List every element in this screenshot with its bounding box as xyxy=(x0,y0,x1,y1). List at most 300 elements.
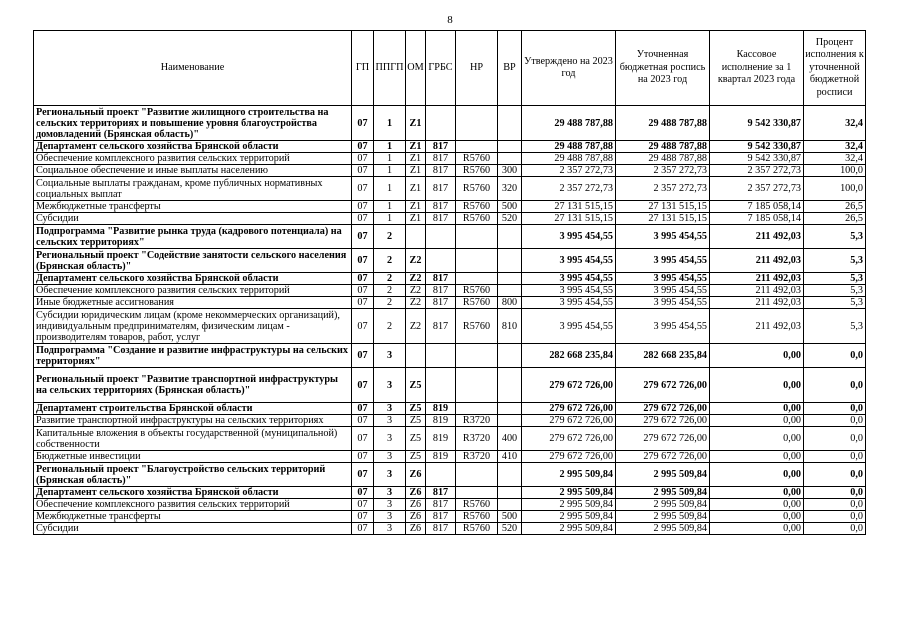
row-refined: 3 995 454,55 xyxy=(616,273,710,285)
row-name: Обеспечение комплексного развития сельских территорий xyxy=(34,285,352,297)
row-approved: 2 995 509,84 xyxy=(522,523,616,535)
row-percent: 100,0 xyxy=(804,177,866,201)
row-ppgp: 1 xyxy=(374,141,406,153)
row-name: Межбюджетные трансферты xyxy=(34,511,352,523)
row-grbs xyxy=(426,106,456,141)
row-percent: 26,5 xyxy=(804,213,866,225)
row-name: Социальные выплаты гражданам, кроме публичных нормативных социальных выплат xyxy=(34,177,352,201)
row-approved: 2 995 509,84 xyxy=(522,463,616,487)
row-gp: 07 xyxy=(352,499,374,511)
row-percent: 5,3 xyxy=(804,249,866,273)
row-om: Z1 xyxy=(406,177,426,201)
table-row xyxy=(34,523,866,535)
table-row xyxy=(34,451,866,463)
row-approved: 279 672 726,00 xyxy=(522,403,616,415)
row-gp: 07 xyxy=(352,511,374,523)
row-gp: 07 xyxy=(352,106,374,141)
row-grbs xyxy=(426,368,456,403)
row-gp: 07 xyxy=(352,487,374,499)
row-gp: 07 xyxy=(352,213,374,225)
row-gp: 07 xyxy=(352,249,374,273)
row-om: Z1 xyxy=(406,141,426,153)
row-ppgp: 2 xyxy=(374,273,406,285)
row-grbs xyxy=(426,225,456,249)
table-row xyxy=(34,415,866,427)
row-cash: 9 542 330,87 xyxy=(710,141,804,153)
row-gp: 07 xyxy=(352,415,374,427)
header-vr: ВР xyxy=(498,31,522,106)
row-cash: 9 542 330,87 xyxy=(710,106,804,141)
table-row xyxy=(34,487,866,499)
row-grbs: 817 xyxy=(426,165,456,177)
row-gp: 07 xyxy=(352,297,374,309)
row-nr: R5760 xyxy=(456,201,498,213)
row-ppgp: 3 xyxy=(374,403,406,415)
row-name: Департамент сельского хозяйства Брянской области xyxy=(34,273,352,285)
table-row xyxy=(34,403,866,415)
row-ppgp: 2 xyxy=(374,249,406,273)
row-percent: 5,3 xyxy=(804,273,866,285)
row-ppgp: 3 xyxy=(374,463,406,487)
row-refined: 2 995 509,84 xyxy=(616,523,710,535)
row-approved: 29 488 787,88 xyxy=(522,141,616,153)
row-approved: 2 357 272,73 xyxy=(522,177,616,201)
row-percent: 100,0 xyxy=(804,165,866,177)
row-om: Z1 xyxy=(406,213,426,225)
page-number: 8 xyxy=(447,14,453,26)
row-refined: 27 131 515,15 xyxy=(616,213,710,225)
row-grbs: 817 xyxy=(426,309,456,344)
table-row xyxy=(34,225,866,249)
row-gp: 07 xyxy=(352,368,374,403)
row-om: Z6 xyxy=(406,499,426,511)
row-grbs: 817 xyxy=(426,511,456,523)
row-cash: 211 492,03 xyxy=(710,297,804,309)
row-percent: 0,0 xyxy=(804,403,866,415)
row-cash: 0,00 xyxy=(710,344,804,368)
row-percent: 0,0 xyxy=(804,511,866,523)
row-grbs: 817 xyxy=(426,273,456,285)
table-row xyxy=(34,273,866,285)
row-cash: 211 492,03 xyxy=(710,285,804,297)
header-nr: НР xyxy=(456,31,498,106)
row-om: Z5 xyxy=(406,451,426,463)
row-refined: 282 668 235,84 xyxy=(616,344,710,368)
row-percent: 5,3 xyxy=(804,309,866,344)
row-ppgp: 1 xyxy=(374,106,406,141)
row-cash: 0,00 xyxy=(710,463,804,487)
row-name: Бюджетные инвестиции xyxy=(34,451,352,463)
row-vr: 410 xyxy=(498,451,522,463)
row-cash: 0,00 xyxy=(710,415,804,427)
row-vr xyxy=(498,141,522,153)
row-vr xyxy=(498,273,522,285)
row-vr: 520 xyxy=(498,213,522,225)
row-vr xyxy=(498,153,522,165)
row-gp: 07 xyxy=(352,427,374,451)
row-percent: 5,3 xyxy=(804,225,866,249)
row-vr: 320 xyxy=(498,177,522,201)
row-cash: 7 185 058,14 xyxy=(710,201,804,213)
table-row xyxy=(34,141,866,153)
row-refined: 29 488 787,88 xyxy=(616,153,710,165)
row-percent: 0,0 xyxy=(804,499,866,511)
row-percent: 0,0 xyxy=(804,523,866,535)
table-row xyxy=(34,368,866,403)
row-cash: 0,00 xyxy=(710,523,804,535)
row-name: Субсидии юридическим лицам (кроме некоммерческих организаций), индивидуальным предпринимателям, физическим лицам - производителям товаров, работ, услуг xyxy=(34,309,352,344)
row-nr xyxy=(456,141,498,153)
row-name: Региональный проект "Развитие транспортной инфраструктуры на сельских территориях (Брянская область)" xyxy=(34,368,352,403)
table-row xyxy=(34,153,866,165)
row-ppgp: 3 xyxy=(374,487,406,499)
row-gp: 07 xyxy=(352,225,374,249)
table-row xyxy=(34,201,866,213)
row-om: Z2 xyxy=(406,285,426,297)
row-om: Z2 xyxy=(406,309,426,344)
row-name: Капитальные вложения в объекты государственной (муниципальной) собственности xyxy=(34,427,352,451)
row-nr: R3720 xyxy=(456,415,498,427)
table-row xyxy=(34,213,866,225)
row-vr xyxy=(498,463,522,487)
row-om: Z1 xyxy=(406,106,426,141)
row-refined: 29 488 787,88 xyxy=(616,141,710,153)
row-cash: 0,00 xyxy=(710,499,804,511)
row-percent: 5,3 xyxy=(804,297,866,309)
row-percent: 32,4 xyxy=(804,106,866,141)
row-om: Z5 xyxy=(406,403,426,415)
row-refined: 279 672 726,00 xyxy=(616,451,710,463)
row-vr: 520 xyxy=(498,523,522,535)
table-row xyxy=(34,285,866,297)
row-approved: 27 131 515,15 xyxy=(522,201,616,213)
row-approved: 3 995 454,55 xyxy=(522,297,616,309)
table-row xyxy=(34,463,866,487)
row-om: Z6 xyxy=(406,487,426,499)
row-cash: 211 492,03 xyxy=(710,309,804,344)
table-row xyxy=(34,165,866,177)
header-refined: Уточненная бюджетная роспись на 2023 год xyxy=(616,31,710,106)
row-grbs: 817 xyxy=(426,285,456,297)
row-grbs: 817 xyxy=(426,177,456,201)
row-percent: 32,4 xyxy=(804,153,866,165)
row-ppgp: 1 xyxy=(374,165,406,177)
row-vr xyxy=(498,285,522,297)
row-nr: R3720 xyxy=(456,427,498,451)
row-vr: 300 xyxy=(498,165,522,177)
row-grbs xyxy=(426,249,456,273)
row-nr xyxy=(456,344,498,368)
row-om: Z5 xyxy=(406,427,426,451)
row-cash: 0,00 xyxy=(710,511,804,523)
row-refined: 3 995 454,55 xyxy=(616,249,710,273)
row-cash: 0,00 xyxy=(710,368,804,403)
row-nr xyxy=(456,403,498,415)
table-row xyxy=(34,309,866,344)
row-name: Развитие транспортной инфраструктуры на сельских территориях xyxy=(34,415,352,427)
row-approved: 29 488 787,88 xyxy=(522,106,616,141)
row-name: Обеспечение комплексного развития сельских территорий xyxy=(34,153,352,165)
row-om: Z2 xyxy=(406,297,426,309)
header-name: Наименование xyxy=(34,31,352,106)
row-ppgp: 1 xyxy=(374,201,406,213)
table-row xyxy=(34,106,866,141)
row-cash: 0,00 xyxy=(710,451,804,463)
row-vr: 400 xyxy=(498,427,522,451)
row-name: Региональный проект "Содействие занятости сельского населения (Брянская область)" xyxy=(34,249,352,273)
row-nr xyxy=(456,487,498,499)
row-approved: 2 357 272,73 xyxy=(522,165,616,177)
row-om: Z1 xyxy=(406,165,426,177)
row-ppgp: 3 xyxy=(374,368,406,403)
row-approved: 279 672 726,00 xyxy=(522,451,616,463)
row-nr: R5760 xyxy=(456,285,498,297)
row-vr: 500 xyxy=(498,511,522,523)
row-refined: 279 672 726,00 xyxy=(616,427,710,451)
row-cash: 0,00 xyxy=(710,403,804,415)
row-name: Департамент строительства Брянской области xyxy=(34,403,352,415)
row-gp: 07 xyxy=(352,463,374,487)
row-refined: 3 995 454,55 xyxy=(616,225,710,249)
row-name: Социальное обеспечение и иные выплаты населению xyxy=(34,165,352,177)
row-ppgp: 1 xyxy=(374,213,406,225)
table-row xyxy=(34,499,866,511)
row-gp: 07 xyxy=(352,523,374,535)
row-om: Z6 xyxy=(406,523,426,535)
row-refined: 279 672 726,00 xyxy=(616,403,710,415)
row-vr xyxy=(498,403,522,415)
row-name: Субсидии xyxy=(34,523,352,535)
row-vr xyxy=(498,249,522,273)
row-percent: 0,0 xyxy=(804,451,866,463)
row-cash: 2 357 272,73 xyxy=(710,177,804,201)
row-grbs: 817 xyxy=(426,153,456,165)
row-approved: 282 668 235,84 xyxy=(522,344,616,368)
table-header-row xyxy=(34,31,866,106)
row-nr: R5760 xyxy=(456,511,498,523)
row-grbs xyxy=(426,463,456,487)
row-cash: 0,00 xyxy=(710,487,804,499)
row-percent: 0,0 xyxy=(804,487,866,499)
row-nr: R5760 xyxy=(456,499,498,511)
row-ppgp: 2 xyxy=(374,297,406,309)
row-percent: 5,3 xyxy=(804,285,866,297)
table-row xyxy=(34,297,866,309)
row-percent: 32,4 xyxy=(804,141,866,153)
row-percent: 0,0 xyxy=(804,368,866,403)
row-nr xyxy=(456,106,498,141)
row-vr xyxy=(498,106,522,141)
row-vr xyxy=(498,368,522,403)
row-cash: 211 492,03 xyxy=(710,225,804,249)
row-percent: 0,0 xyxy=(804,427,866,451)
row-name: Подпрограмма "Создание и развитие инфраструктуры на сельских территориях" xyxy=(34,344,352,368)
row-gp: 07 xyxy=(352,403,374,415)
row-cash: 2 357 272,73 xyxy=(710,165,804,177)
row-vr xyxy=(498,415,522,427)
row-om xyxy=(406,344,426,368)
row-approved: 279 672 726,00 xyxy=(522,427,616,451)
row-grbs xyxy=(426,344,456,368)
row-ppgp: 2 xyxy=(374,285,406,297)
row-vr xyxy=(498,499,522,511)
row-vr: 800 xyxy=(498,297,522,309)
row-om: Z6 xyxy=(406,463,426,487)
row-gp: 07 xyxy=(352,273,374,285)
row-gp: 07 xyxy=(352,141,374,153)
row-vr: 810 xyxy=(498,309,522,344)
row-grbs: 819 xyxy=(426,403,456,415)
row-om: Z2 xyxy=(406,273,426,285)
row-refined: 29 488 787,88 xyxy=(616,106,710,141)
row-name: Региональный проект "Развитие жилищного строительства на сельских территориях и повышение уровня благоустройства домовладений (Брянская область)" xyxy=(34,106,352,141)
row-approved: 29 488 787,88 xyxy=(522,153,616,165)
row-name: Обеспечение комплексного развития сельских территорий xyxy=(34,499,352,511)
budget-execution-table xyxy=(33,30,866,535)
table-body xyxy=(34,106,866,535)
row-gp: 07 xyxy=(352,153,374,165)
header-cash: Кассовое исполнение за 1 квартал 2023 года xyxy=(710,31,804,106)
row-grbs: 817 xyxy=(426,213,456,225)
row-grbs: 817 xyxy=(426,141,456,153)
row-name: Субсидии xyxy=(34,213,352,225)
header-gp: ГП xyxy=(352,31,374,106)
row-nr: R5760 xyxy=(456,177,498,201)
header-om: ОМ xyxy=(406,31,426,106)
row-cash: 211 492,03 xyxy=(710,249,804,273)
row-vr: 500 xyxy=(498,201,522,213)
row-vr xyxy=(498,344,522,368)
table-row xyxy=(34,344,866,368)
row-name: Межбюджетные трансферты xyxy=(34,201,352,213)
header-approved: Утверждено на 2023 год xyxy=(522,31,616,106)
row-om: Z5 xyxy=(406,368,426,403)
table-row xyxy=(34,249,866,273)
row-nr: R5760 xyxy=(456,523,498,535)
row-gp: 07 xyxy=(352,451,374,463)
row-ppgp: 3 xyxy=(374,499,406,511)
row-nr xyxy=(456,273,498,285)
row-grbs: 819 xyxy=(426,427,456,451)
row-refined: 27 131 515,15 xyxy=(616,201,710,213)
row-om: Z6 xyxy=(406,511,426,523)
row-approved: 2 995 509,84 xyxy=(522,499,616,511)
row-om: Z1 xyxy=(406,201,426,213)
row-grbs: 819 xyxy=(426,415,456,427)
row-percent: 0,0 xyxy=(804,415,866,427)
row-approved: 27 131 515,15 xyxy=(522,213,616,225)
row-refined: 3 995 454,55 xyxy=(616,297,710,309)
header-ppgp: ППГП xyxy=(374,31,406,106)
row-gp: 07 xyxy=(352,285,374,297)
row-cash: 7 185 058,14 xyxy=(710,213,804,225)
row-refined: 2 357 272,73 xyxy=(616,165,710,177)
row-ppgp: 1 xyxy=(374,177,406,201)
row-grbs: 817 xyxy=(426,499,456,511)
row-nr xyxy=(456,225,498,249)
row-om xyxy=(406,225,426,249)
row-approved: 279 672 726,00 xyxy=(522,415,616,427)
row-grbs: 817 xyxy=(426,487,456,499)
row-approved: 2 995 509,84 xyxy=(522,487,616,499)
row-ppgp: 3 xyxy=(374,511,406,523)
row-nr xyxy=(456,463,498,487)
row-nr xyxy=(456,249,498,273)
row-name: Департамент сельского хозяйства Брянской области xyxy=(34,487,352,499)
row-vr xyxy=(498,487,522,499)
row-refined: 2 995 509,84 xyxy=(616,487,710,499)
row-nr: R3720 xyxy=(456,451,498,463)
row-name: Иные бюджетные ассигнования xyxy=(34,297,352,309)
row-ppgp: 1 xyxy=(374,153,406,165)
row-om: Z2 xyxy=(406,249,426,273)
row-refined: 2 995 509,84 xyxy=(616,511,710,523)
row-approved: 3 995 454,55 xyxy=(522,225,616,249)
row-name: Подпрограмма "Развитие рынка труда (кадрового потенциала) на сельских территориях" xyxy=(34,225,352,249)
row-gp: 07 xyxy=(352,165,374,177)
row-grbs: 817 xyxy=(426,523,456,535)
row-name: Департамент сельского хозяйства Брянской области xyxy=(34,141,352,153)
table-row xyxy=(34,427,866,451)
row-refined: 3 995 454,55 xyxy=(616,285,710,297)
row-cash: 0,00 xyxy=(710,427,804,451)
row-ppgp: 3 xyxy=(374,427,406,451)
row-nr: R5760 xyxy=(456,297,498,309)
row-gp: 07 xyxy=(352,344,374,368)
row-grbs: 817 xyxy=(426,297,456,309)
row-gp: 07 xyxy=(352,201,374,213)
row-refined: 279 672 726,00 xyxy=(616,368,710,403)
row-percent: 0,0 xyxy=(804,344,866,368)
row-refined: 2 995 509,84 xyxy=(616,463,710,487)
row-approved: 2 995 509,84 xyxy=(522,511,616,523)
row-refined: 279 672 726,00 xyxy=(616,415,710,427)
row-om: Z5 xyxy=(406,415,426,427)
row-ppgp: 3 xyxy=(374,415,406,427)
row-ppgp: 2 xyxy=(374,309,406,344)
row-approved: 3 995 454,55 xyxy=(522,249,616,273)
row-ppgp: 2 xyxy=(374,225,406,249)
table-row xyxy=(34,177,866,201)
row-nr: R5760 xyxy=(456,309,498,344)
row-cash: 9 542 330,87 xyxy=(710,153,804,165)
row-approved: 279 672 726,00 xyxy=(522,368,616,403)
row-refined: 2 357 272,73 xyxy=(616,177,710,201)
row-vr xyxy=(498,225,522,249)
row-approved: 3 995 454,55 xyxy=(522,285,616,297)
row-ppgp: 3 xyxy=(374,523,406,535)
row-om: Z1 xyxy=(406,153,426,165)
row-grbs: 817 xyxy=(426,201,456,213)
row-cash: 211 492,03 xyxy=(710,273,804,285)
row-refined: 3 995 454,55 xyxy=(616,309,710,344)
row-percent: 26,5 xyxy=(804,201,866,213)
row-nr: R5760 xyxy=(456,213,498,225)
header-percent: Процент исполнения к уточненной бюджетной росписи xyxy=(804,31,866,106)
table-row xyxy=(34,511,866,523)
row-percent: 0,0 xyxy=(804,463,866,487)
row-name: Региональный проект "Благоустройство сельских территорий (Брянская область)" xyxy=(34,463,352,487)
row-gp: 07 xyxy=(352,309,374,344)
row-ppgp: 3 xyxy=(374,344,406,368)
row-ppgp: 3 xyxy=(374,451,406,463)
row-approved: 3 995 454,55 xyxy=(522,273,616,285)
row-refined: 2 995 509,84 xyxy=(616,499,710,511)
row-nr: R5760 xyxy=(456,165,498,177)
header-grbs: ГРБС xyxy=(426,31,456,106)
row-nr xyxy=(456,368,498,403)
row-gp: 07 xyxy=(352,177,374,201)
